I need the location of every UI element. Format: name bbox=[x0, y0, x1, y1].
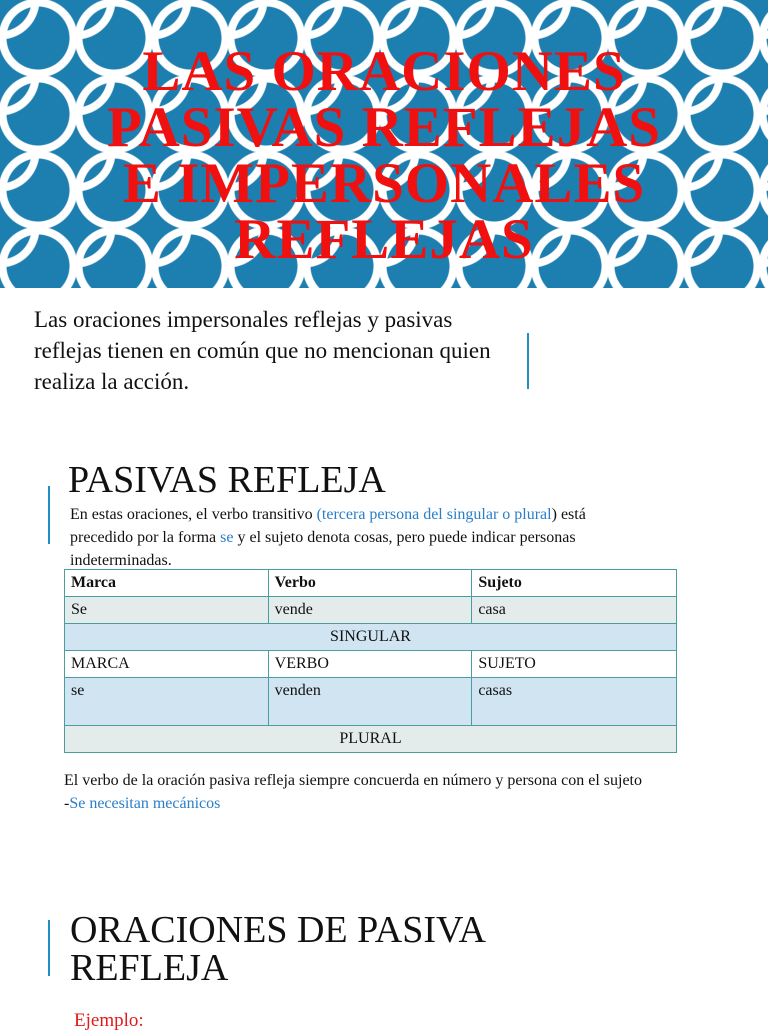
section-heading-oraciones-pasiva bbox=[70, 911, 486, 987]
intro-paragraph: Las oraciones impersonales reflejas y pasivas reflejas tienen en común que no mencionan quien realiza la acción. bbox=[34, 307, 491, 394]
section2-heading-line-1: ORACIONES DE PASIVA bbox=[70, 909, 486, 951]
label-plural: PLURAL bbox=[65, 726, 677, 753]
desc-text-2: ) está precedido por la forma bbox=[70, 506, 586, 546]
cell-sujeto-plural-header: SUJETO bbox=[472, 651, 677, 678]
desc-highlight-se: se bbox=[220, 529, 234, 546]
table-header-row bbox=[65, 570, 677, 597]
table-row-singular-label bbox=[65, 624, 677, 651]
section-heading-pasivas-refleja: PASIVAS REFLEJA bbox=[68, 459, 386, 501]
cell-sujeto-plural: casas bbox=[472, 678, 677, 726]
cell-marca-plural-header: MARCA bbox=[65, 651, 269, 678]
title-line-4: REFLEJAS bbox=[234, 208, 534, 271]
note-text: El verbo de la oración pasiva refleja siempre concuerda en número y persona con el sujeto bbox=[64, 772, 642, 789]
cell-sujeto-singular: casa bbox=[472, 597, 677, 624]
accent-bar-section2 bbox=[48, 920, 50, 976]
note-example: Se necesitan mecánicos bbox=[69, 795, 221, 812]
agreement-note bbox=[64, 769, 684, 815]
section-description bbox=[70, 503, 610, 572]
grammar-table bbox=[64, 569, 677, 753]
note-dash: - bbox=[64, 795, 70, 812]
cell-verbo-plural-header: VERBO bbox=[268, 651, 472, 678]
header-cell-marca: Marca bbox=[65, 570, 269, 597]
desc-highlight-persona: (tercera persona del singular o plural bbox=[316, 506, 552, 523]
cell-verbo-plural: venden bbox=[268, 678, 472, 726]
accent-bar-intro bbox=[527, 333, 529, 389]
accent-bar-section1 bbox=[48, 486, 50, 544]
table-row-plural-header bbox=[65, 651, 677, 678]
slide-title bbox=[0, 40, 768, 271]
cell-verbo-singular: vende bbox=[268, 597, 472, 624]
title-line-1: LAS ORACIONES bbox=[142, 40, 626, 103]
cell-marca-singular: Se bbox=[65, 597, 269, 624]
table-row-plural-label bbox=[65, 726, 677, 753]
table-row-singular bbox=[65, 597, 677, 624]
header-cell-verbo: Verbo bbox=[268, 570, 472, 597]
title-line-2: PASIVAS REFLEJAS bbox=[107, 96, 661, 159]
cell-marca-plural: se bbox=[65, 678, 269, 726]
title-banner bbox=[0, 0, 768, 288]
desc-text-3: y el sujeto denota cosas, pero puede indicar personas indeterminadas. bbox=[70, 529, 576, 569]
example-label: Ejemplo: bbox=[74, 1010, 144, 1031]
desc-text-1: En estas oraciones, el verbo transitivo bbox=[70, 506, 317, 523]
section2-heading-line-2: REFLEJA bbox=[70, 947, 229, 989]
title-line-3: E IMPERSONALES bbox=[122, 152, 646, 215]
header-cell-sujeto: Sujeto bbox=[472, 570, 677, 597]
label-singular: SINGULAR bbox=[65, 624, 677, 651]
table-row-plural bbox=[65, 678, 677, 726]
